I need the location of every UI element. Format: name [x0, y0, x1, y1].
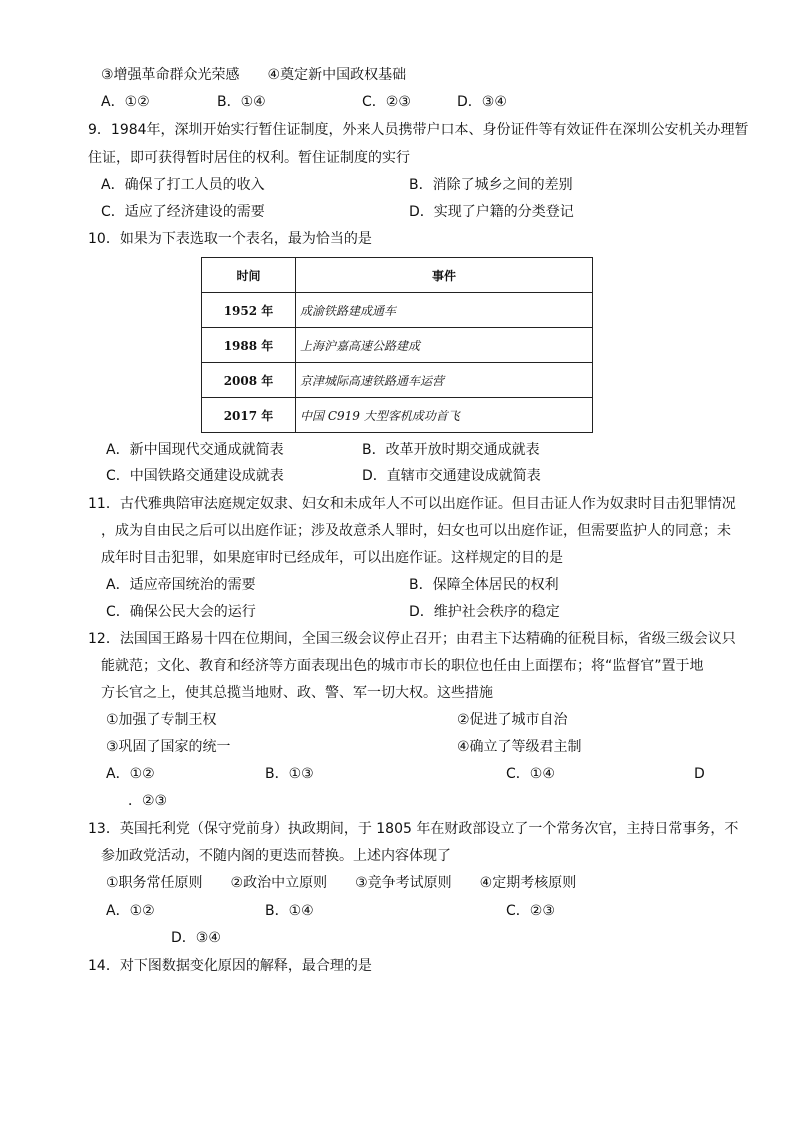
q10-option-a[interactable]: A．新中国现代交通成就简表: [106, 442, 284, 458]
q9-stem-line2: 住证，即可获得暂时居住的权利。暂住证制度的实行: [88, 150, 410, 166]
q12-item-3: ③巩固了国家的统一: [106, 739, 231, 755]
table-row: [202, 363, 593, 398]
q11-option-c[interactable]: C．确保公民大会的运行: [106, 604, 256, 620]
q11-stem-line2: ，成为自由民之后可以出庭作证；涉及故意杀人罪时，妇女也可以出庭作证，但需要监护人的同意；未: [101, 523, 731, 539]
table-cell-event: 中国 C919 大型客机成功首飞: [296, 398, 593, 433]
q13-option-d[interactable]: D．③④: [171, 930, 221, 946]
q13-stem-line2: 参加政党活动，不随内阁的更迭而替换。上述内容体现了: [101, 848, 451, 864]
table-row: [202, 293, 593, 328]
q12-option-d-letter[interactable]: D: [694, 766, 705, 782]
table-cell-event: 成渝铁路建成通车: [296, 293, 593, 328]
q8-items-line: ③增强革命群众光荣感 ④奠定新中国政权基础: [101, 67, 407, 83]
q8-option-d[interactable]: D．③④: [457, 94, 507, 110]
q12-option-a[interactable]: A．①②: [106, 766, 155, 782]
q9-option-d[interactable]: D．实现了户籍的分类登记: [409, 204, 574, 220]
events-table: [201, 257, 593, 433]
q9-option-a[interactable]: A．确保了打工人员的收入: [101, 177, 265, 193]
q11-option-a[interactable]: A．适应帝国统治的需要: [106, 577, 256, 593]
table-header-time: 时间: [202, 258, 296, 293]
q10-option-b[interactable]: B．改革开放时期交通成就表: [362, 442, 540, 458]
q9-stem-line1: 9．1984年，深圳开始实行暂住证制度，外来人员携带户口本、身份证件等有效证件在深圳公安机关办理暂: [88, 122, 749, 138]
q10-stem: 10．如果为下表选取一个表名，最为恰当的是: [88, 231, 372, 247]
q12-item-1: ①加强了专制王权: [106, 712, 217, 728]
q12-option-c[interactable]: C．①④: [506, 766, 555, 782]
q8-option-c[interactable]: C．②③: [362, 94, 411, 110]
q9-option-c[interactable]: C．适应了经济建设的需要: [101, 204, 265, 220]
table-cell-year: 2008 年: [202, 363, 296, 398]
q9-option-b[interactable]: B．消除了城乡之间的差别: [409, 177, 573, 193]
q8-option-b[interactable]: B．①④: [217, 94, 266, 110]
q12-stem-line2: 能就范；文化、教育和经济等方面表现出色的城市市长的职位也任由上面摆布；将“监督官”置于地: [101, 658, 704, 674]
q13-items-line: ①职务常任原则 ②政治中立原则 ③竞争考试原则 ④定期考核原则: [106, 875, 577, 891]
table-header-row: [202, 258, 593, 293]
q10-option-d[interactable]: D．直辖市交通建设成就简表: [362, 468, 541, 484]
table-cell-event: 京津城际高速铁路通车运营: [296, 363, 593, 398]
table-cell-year: 1952 年: [202, 293, 296, 328]
q11-option-b[interactable]: B．保障全体居民的权利: [409, 577, 559, 593]
q11-option-d[interactable]: D．维护社会秩序的稳定: [409, 604, 560, 620]
q14-stem: 14．对下图数据变化原因的解释，最合理的是: [88, 958, 372, 974]
q10-option-c[interactable]: C．中国铁路交通建设成就表: [106, 468, 284, 484]
table-cell-year: 1988 年: [202, 328, 296, 363]
table-header-event: 事件: [296, 258, 593, 293]
table-row: [202, 398, 593, 433]
q11-stem-line3: 成年时目击犯罪，如果庭审时已经成年，可以出庭作证。这样规定的目的是: [101, 550, 563, 566]
q13-option-c[interactable]: C．②③: [506, 903, 555, 919]
table-cell-event: 上海沪嘉高速公路建成: [296, 328, 593, 363]
q12-item-4: ④确立了等级君主制: [457, 739, 582, 755]
q12-option-d-content[interactable]: ．②③: [128, 793, 168, 809]
q12-stem-line1: 12．法国国王路易十四在位期间，全国三级会议停止召开；由君主下达精确的征税目标，省级三级会议只: [88, 631, 736, 647]
q13-stem-line1: 13．英国托利党（保守党前身）执政期间，于 1805 年在财政部设立了一个常务次官，主持日常事务，不: [88, 821, 739, 837]
table-row: [202, 328, 593, 363]
q8-option-a[interactable]: A．①②: [101, 94, 150, 110]
q12-stem-line3: 方长官之上，使其总揽当地财、政、警、军一切大权。这些措施: [101, 685, 493, 701]
q12-item-2: ②促进了城市自治: [457, 712, 568, 728]
table-cell-year: 2017 年: [202, 398, 296, 433]
q11-stem-line1: 11．古代雅典陪审法庭规定奴隶、妇女和未成年人不可以出庭作证。但目击证人作为奴隶时目击犯罪情况: [88, 496, 736, 512]
q13-option-b[interactable]: B．①④: [265, 903, 314, 919]
q13-option-a[interactable]: A．①②: [106, 903, 155, 919]
q12-option-b[interactable]: B．①③: [265, 766, 314, 782]
